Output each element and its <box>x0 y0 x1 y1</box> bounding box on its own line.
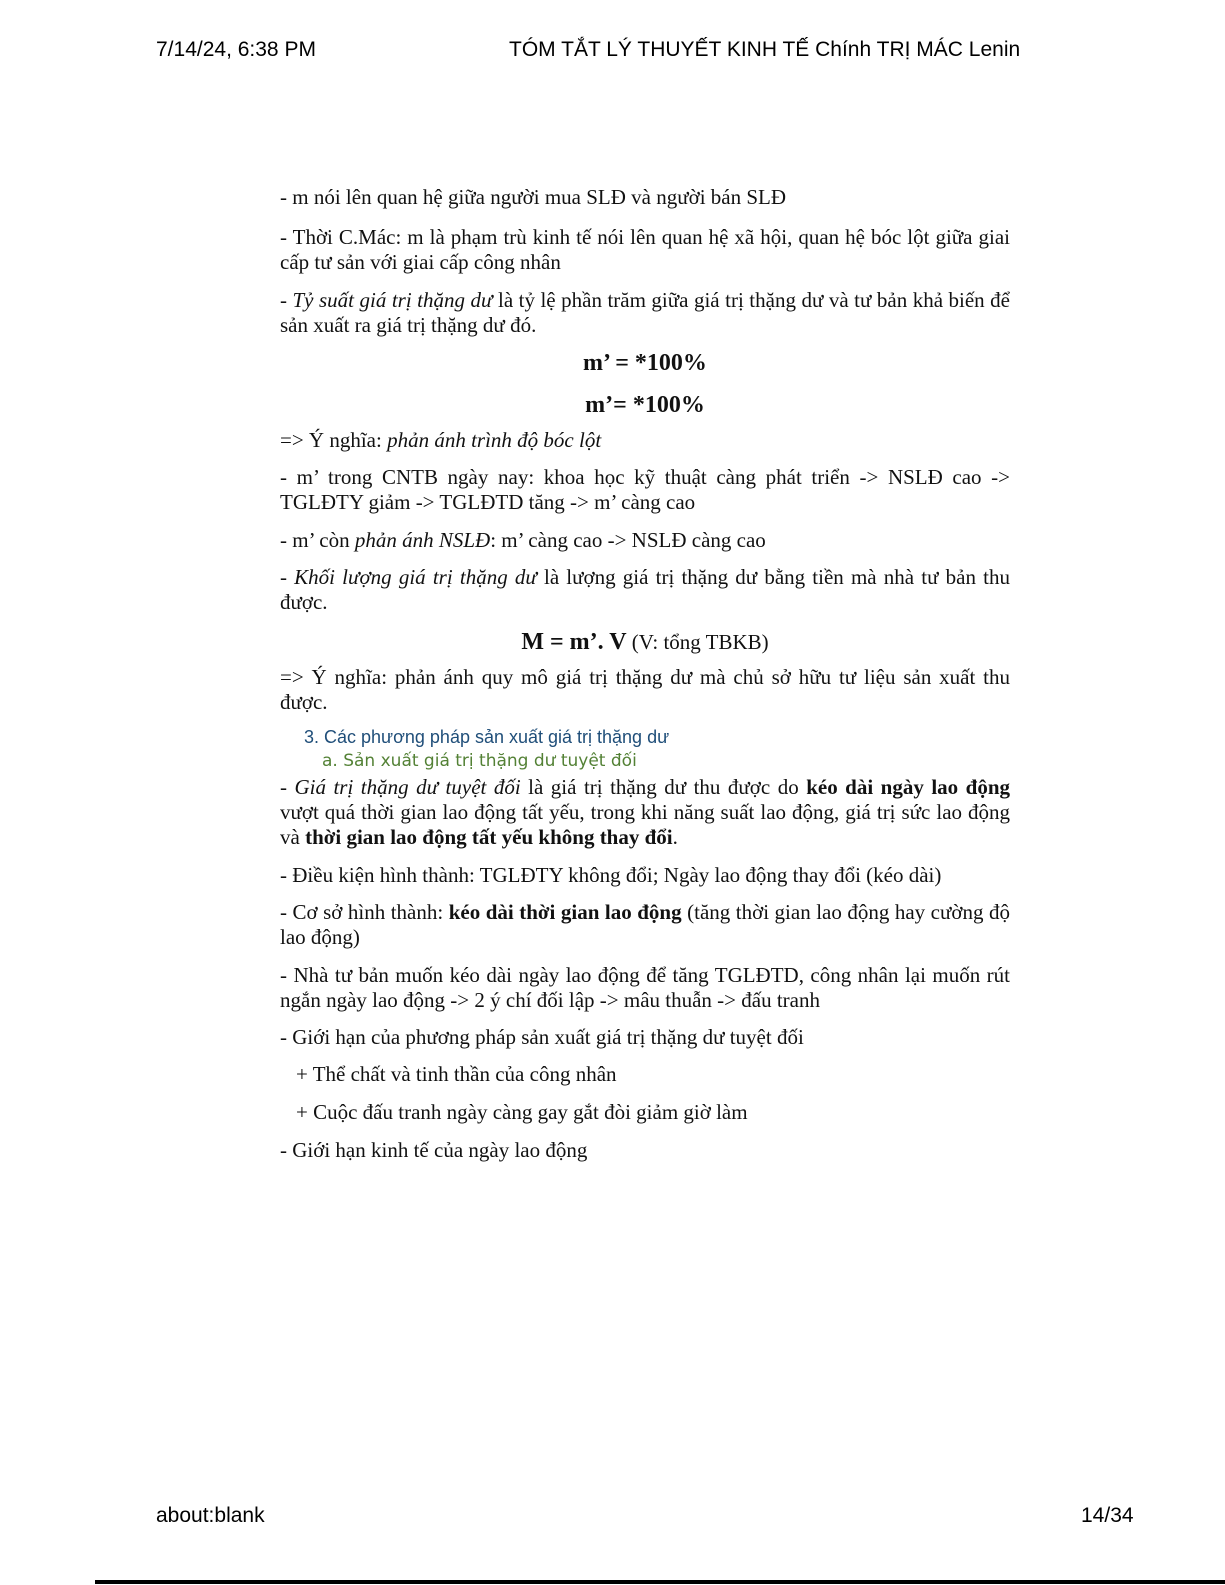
print-datetime: 7/14/24, 6:38 PM <box>156 38 316 61</box>
list-item-physical-limit: + Thể chất và tinh thần của công nhân <box>296 1062 617 1086</box>
paragraph-marx-era: - Thời C.Mác: m là phạm trù kinh tế nói lên quan hệ xã hội, quan hệ bóc lột giữa giai cấp tư sản với giai cấp công nhân <box>280 225 1010 274</box>
paragraph-formation-basis: - Cơ sở hình thành: kéo dài thời gian lao động (tăng thời gian lao động hay cường độ lao động) <box>280 900 1010 949</box>
paragraph-m-relation: - m nói lên quan hệ giữa người mua SLĐ và người bán SLĐ <box>280 185 787 209</box>
formula-surplus-rate-2: m’= *100% <box>585 392 705 418</box>
paragraph-meaning-scale: => Ý nghĩa: phản ánh quy mô giá trị thặng dư mà chủ sở hữu tư liệu sản xuất thu được. <box>280 665 1010 714</box>
paragraph-absolute-surplus-definition: - Giá trị thặng dư tuyệt đối là giá trị thặng dư thu được do kéo dài ngày lao động vượt quá thời gian lao động tất yếu, trong khi năng suất lao động, giá trị sức lao động và thời gian lao động tất yếu không thay đổi. <box>280 775 1011 849</box>
paragraph-meaning-exploitation: => Ý nghĩa: phản ánh trình độ bóc lột <box>280 428 602 452</box>
term-surplus-mass: Khối lượng giá trị thặng dư <box>294 565 537 589</box>
paragraph-economic-limit: - Giới hạn kinh tế của ngày lao động <box>280 1138 588 1162</box>
list-item-struggle-limit: + Cuộc đấu tranh ngày càng gay gắt đòi giảm giờ làm <box>296 1100 748 1124</box>
paragraph-m-reflects-productivity: - m’ còn phản ánh NSLĐ: m’ càng cao -> NSLĐ càng cao <box>280 528 766 552</box>
page-content <box>280 185 1010 1163</box>
paragraph-surplus-rate: - Tỷ suất giá trị thặng dư là tỷ lệ phần trăm giữa giá trị thặng dư và tư bản khả biến để sản xuất ra giá trị thặng dư đó. <box>280 288 1010 337</box>
paragraph-surplus-mass: - Khối lượng giá trị thặng dư là lượng giá trị thặng dư bằng tiền mà nhà tư bản thu được. <box>280 565 1010 614</box>
paragraph-formation-conditions: - Điều kiện hình thành: TGLĐTY không đổi; Ngày lao động thay đổi (kéo dài) <box>280 863 942 887</box>
term-surplus-rate: Tỷ suất giá trị thặng dư <box>292 288 493 312</box>
paragraph-method-limits: - Giới hạn của phương pháp sản xuất giá trị thặng dư tuyệt đối <box>280 1025 804 1049</box>
paragraph-m-capitalism-today: - m’ trong CNTB ngày nay: khoa học kỹ thuật càng phát triển -> NSLĐ cao -> TGLĐTY giảm -> TGLĐTD tăng -> m’ càng cao <box>280 465 1010 514</box>
footer-url: about:blank <box>156 1504 265 1527</box>
formula-surplus-rate-1: m’ = *100% <box>583 350 707 376</box>
subsection-heading-absolute-surplus: a. Sản xuất giá trị thặng dư tuyệt đối <box>322 751 637 771</box>
paragraph-class-struggle: - Nhà tư bản muốn kéo dài ngày lao động để tăng TGLĐTD, công nhân lại muốn rút ngắn ngày lao động -> 2 ý chí đối lập -> mâu thuẫn -> đấu tranh <box>280 963 1010 1012</box>
formula-surplus-mass: M = m’. V (V: tổng TBKB) <box>521 629 769 655</box>
bottom-divider <box>95 1580 1225 1584</box>
page-number: 14/34 <box>1081 1504 1134 1527</box>
document-title: TÓM TẮT LÝ THUYẾT KINH TẾ Chính TRỊ MÁC Lenin <box>509 38 1021 61</box>
section-heading-methods: 3. Các phương pháp sản xuất giá trị thặng dư <box>304 727 670 747</box>
